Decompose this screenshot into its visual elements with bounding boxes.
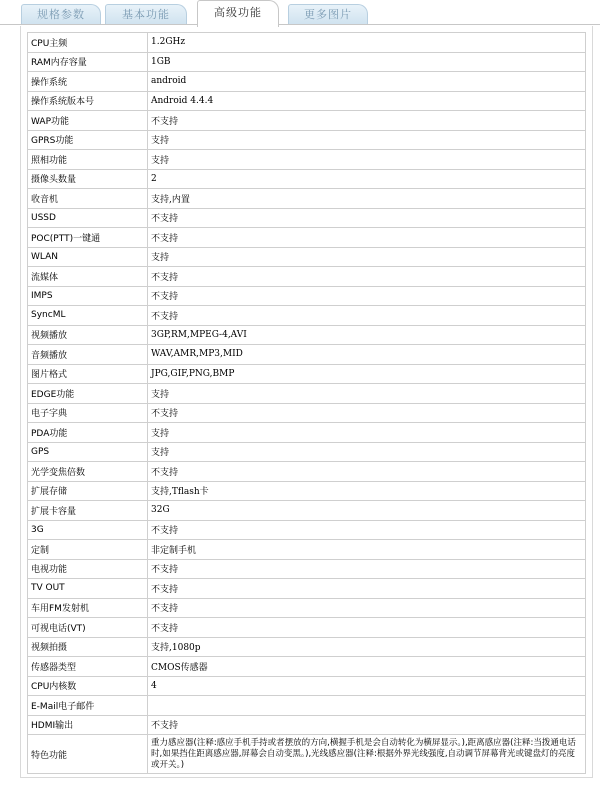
spec-label: 电视功能 <box>28 559 148 579</box>
spec-label: 特色功能 <box>28 735 148 774</box>
table-row <box>28 462 586 482</box>
spec-value: 非定制手机 <box>148 540 586 560</box>
spec-value: 2 <box>148 169 586 189</box>
spec-value: 不支持 <box>148 111 586 131</box>
spec-label: WLAN <box>28 247 148 267</box>
table-row <box>28 111 586 131</box>
table-row <box>28 169 586 189</box>
table-row <box>28 715 586 735</box>
tab-more-images[interactable]: 更多图片 <box>288 4 368 25</box>
spec-label: PDA功能 <box>28 423 148 443</box>
spec-value <box>148 696 586 716</box>
table-row <box>28 33 586 53</box>
tab-basic-functions[interactable]: 基本功能 <box>105 4 187 25</box>
spec-label: 电子字典 <box>28 403 148 423</box>
spec-label: 3G <box>28 520 148 540</box>
spec-value: 不支持 <box>148 462 586 482</box>
spec-value: 不支持 <box>148 306 586 326</box>
table-row <box>28 208 586 228</box>
spec-label: E-Mail电子邮件 <box>28 696 148 716</box>
spec-value: Android 4.4.4 <box>148 91 586 111</box>
spec-label: 操作系统版本号 <box>28 91 148 111</box>
table-row <box>28 579 586 599</box>
tab-bar <box>0 0 600 26</box>
table-row <box>28 345 586 365</box>
tab-divider <box>0 24 600 25</box>
spec-value: 不支持 <box>148 559 586 579</box>
spec-label: HDMI输出 <box>28 715 148 735</box>
table-row <box>28 501 586 521</box>
table-row <box>28 423 586 443</box>
spec-label: WAP功能 <box>28 111 148 131</box>
spec-value: 不支持 <box>148 208 586 228</box>
spec-value: 支持 <box>148 384 586 404</box>
spec-value: 32G <box>148 501 586 521</box>
spec-value: 支持 <box>148 442 586 462</box>
spec-label: 传感器类型 <box>28 657 148 677</box>
spec-value: 4 <box>148 676 586 696</box>
spec-label: 定制 <box>28 540 148 560</box>
table-row <box>28 325 586 345</box>
spec-label: CPU内核数 <box>28 676 148 696</box>
spec-value: 不支持 <box>148 228 586 248</box>
spec-value: 3GP,RM,MPEG-4,AVI <box>148 325 586 345</box>
spec-value: 支持,1080p <box>148 637 586 657</box>
spec-value: 不支持 <box>148 520 586 540</box>
spec-label: 收音机 <box>28 189 148 209</box>
spec-value: 支持 <box>148 150 586 170</box>
spec-label: 视频播放 <box>28 325 148 345</box>
spec-value: 支持,Tflash卡 <box>148 481 586 501</box>
table-row <box>28 72 586 92</box>
table-row <box>28 130 586 150</box>
spec-label: 光学变焦倍数 <box>28 462 148 482</box>
spec-label: 音频播放 <box>28 345 148 365</box>
table-row <box>28 696 586 716</box>
tab-advanced-functions[interactable]: 高级功能 <box>197 0 279 27</box>
table-row <box>28 637 586 657</box>
table-row <box>28 540 586 560</box>
table-row <box>28 228 586 248</box>
spec-label: IMPS <box>28 286 148 306</box>
spec-value: 不支持 <box>148 618 586 638</box>
spec-value: 支持 <box>148 130 586 150</box>
spec-label: USSD <box>28 208 148 228</box>
table-row <box>28 657 586 677</box>
spec-value: CMOS传感器 <box>148 657 586 677</box>
spec-value: 支持,内置 <box>148 189 586 209</box>
table-row <box>28 150 586 170</box>
table-row <box>28 267 586 287</box>
spec-label: EDGE功能 <box>28 384 148 404</box>
spec-value: 不支持 <box>148 267 586 287</box>
table-row <box>28 442 586 462</box>
spec-label: RAM内存容量 <box>28 52 148 72</box>
table-row <box>28 403 586 423</box>
spec-value: 重力感应器(注释:感应手机手持或者摆放的方向,横握手机是会自动转化为横屏显示。),距离感应器(注释:当拨通电话时,如果挡住距离感应器,屏幕会自动变黑。),光线感应器(注释:根据外界光线强度,自动调节屏幕背光或键盘灯的亮度或开关。) <box>148 735 586 774</box>
spec-label: 流媒体 <box>28 267 148 287</box>
spec-label: GPS <box>28 442 148 462</box>
spec-label: SyncML <box>28 306 148 326</box>
table-row <box>28 384 586 404</box>
table-row <box>28 520 586 540</box>
table-row <box>28 306 586 326</box>
spec-value: 不支持 <box>148 579 586 599</box>
table-row <box>28 52 586 72</box>
spec-value: 不支持 <box>148 598 586 618</box>
table-row <box>28 247 586 267</box>
spec-label: 扩展卡容量 <box>28 501 148 521</box>
spec-label: 视频拍摄 <box>28 637 148 657</box>
spec-label: TV OUT <box>28 579 148 599</box>
spec-label: 扩展存储 <box>28 481 148 501</box>
spec-value: 支持 <box>148 423 586 443</box>
spec-value: 不支持 <box>148 715 586 735</box>
spec-value: 不支持 <box>148 403 586 423</box>
spec-value: 不支持 <box>148 286 586 306</box>
table-row <box>28 286 586 306</box>
spec-value: 1GB <box>148 52 586 72</box>
spec-value: 支持 <box>148 247 586 267</box>
spec-panel <box>20 26 593 778</box>
spec-table-body <box>28 33 586 774</box>
spec-value: JPG,GIF,PNG,BMP <box>148 364 586 384</box>
table-row <box>28 676 586 696</box>
spec-label: CPU主频 <box>28 33 148 53</box>
table-row <box>28 481 586 501</box>
spec-label: POC(PTT)一键通 <box>28 228 148 248</box>
table-row <box>28 618 586 638</box>
spec-label: GPRS功能 <box>28 130 148 150</box>
spec-label: 照相功能 <box>28 150 148 170</box>
table-row <box>28 598 586 618</box>
spec-label: 车用FM发射机 <box>28 598 148 618</box>
spec-label: 图片格式 <box>28 364 148 384</box>
spec-label: 可视电话(VT) <box>28 618 148 638</box>
table-row <box>28 91 586 111</box>
table-row <box>28 559 586 579</box>
spec-value: 1.2GHz <box>148 33 586 53</box>
spec-value: WAV,AMR,MP3,MID <box>148 345 586 365</box>
table-row <box>28 189 586 209</box>
spec-value: android <box>148 72 586 92</box>
spec-table <box>27 32 586 774</box>
table-row-special <box>28 735 586 774</box>
tab-specs[interactable]: 规格参数 <box>21 4 101 25</box>
spec-label: 操作系统 <box>28 72 148 92</box>
table-row <box>28 364 586 384</box>
spec-label: 摄像头数量 <box>28 169 148 189</box>
